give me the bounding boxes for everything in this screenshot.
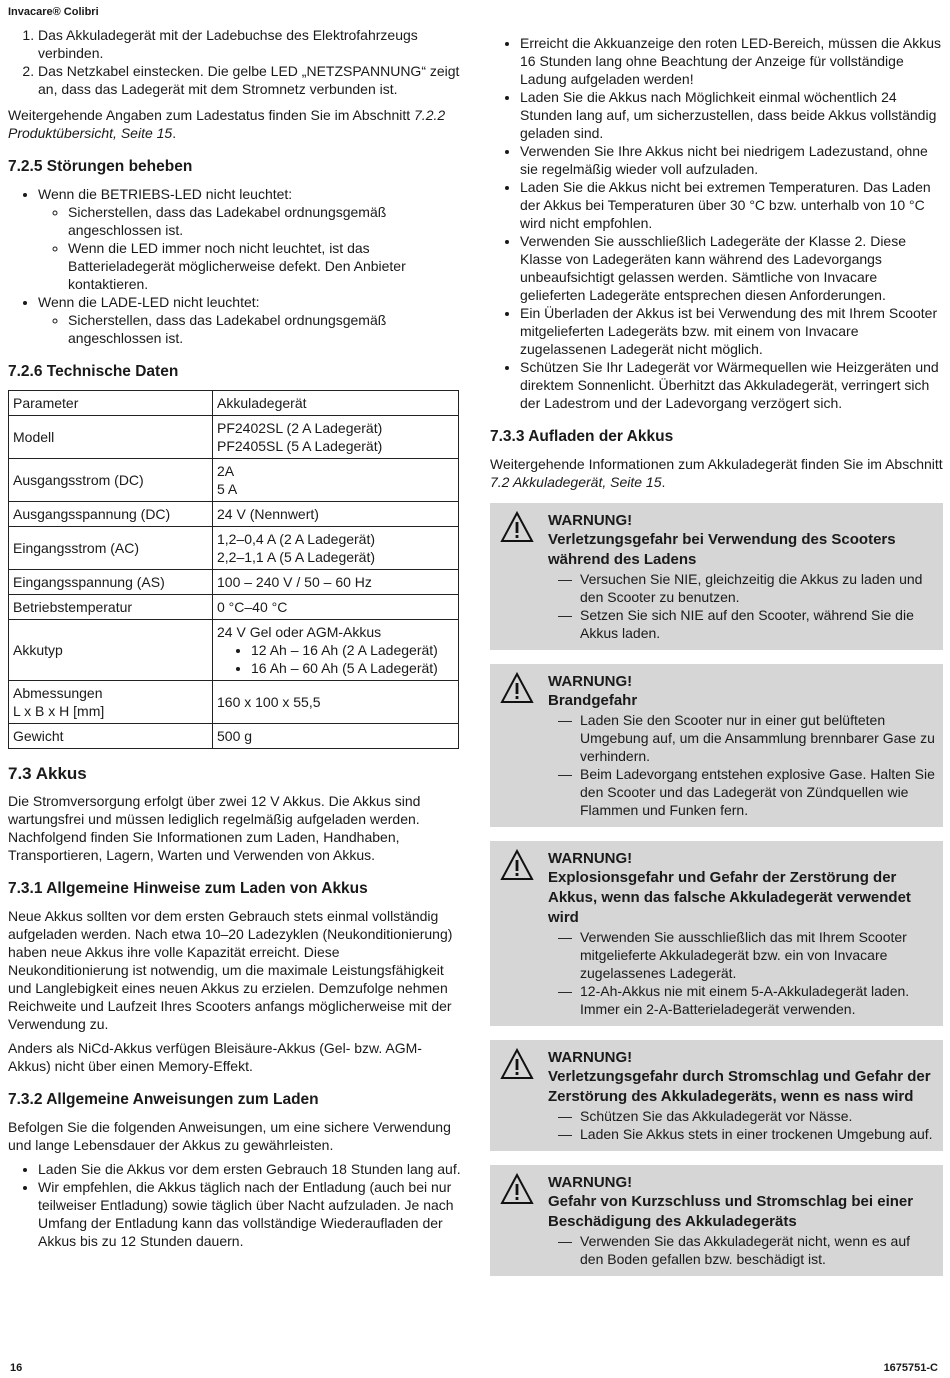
warning-point: — Laden Sie den Scooter nur in einer gut belüfteten Umgebung auf, um die Ansammlung brennbarer Gase zu verhindern.: [558, 711, 935, 765]
sub-list: [38, 203, 463, 293]
heading-7-3-3: 7.3.3 Aufladen der Akkus: [490, 428, 674, 445]
warning-point: — Verwenden Sie das Akkuladegerät nicht, wenn es auf den Boden gefallen bzw. beschädigt ist.: [558, 1232, 935, 1268]
reference-paragraph: Weitergehende Informationen zum Akkuladegerät finden Sie im Abschnitt 7.2 Akkuladegerät, Seite 15.: [490, 456, 943, 490]
page-number: 16: [10, 1362, 23, 1374]
charging-instructions-list-cont: [490, 34, 943, 412]
table-cell: 160 x 100 x 55,5: [213, 681, 459, 724]
warning-label: WARNUNG!: [548, 850, 633, 867]
battery-capacity-list: [217, 641, 454, 677]
table-cell: 1,2–0,4 A (2 A Ladegerät) 2,2–1,1 A (5 A Ladegerät): [213, 527, 459, 570]
list-item: • Laden Sie die Akkus nicht bei extremen Temperaturen. Das Laden der Akkus bei Temperaturen über 30 °C bzw. unterhalb von 10 °C wird nicht empfohlen.: [520, 178, 943, 232]
list-item: • Laden Sie die Akkus nach Möglichkeit einmal wöchentlich 24 Stunden lang auf, um sicherzustellen, dass beide Akkus vollständig geladen sind.: [520, 88, 943, 142]
technical-data-table: [8, 390, 459, 749]
warning-points: [548, 928, 935, 1018]
warning-point: — Laden Sie Akkus stets in einer trockenen Umgebung auf.: [558, 1125, 935, 1143]
table-row: [9, 391, 459, 416]
sub-list-item: ◦ Sicherstellen, dass das Ladekabel ordnungsgemäß angeschlossen ist.: [68, 203, 463, 239]
warning-points: [548, 570, 935, 642]
table-cell: Eingangsspannung (AS): [9, 570, 213, 595]
warning-label: WARNUNG!: [548, 673, 633, 690]
warning-points: [548, 711, 935, 819]
table-row: [9, 570, 459, 595]
warning-title: Explosionsgefahr und Gefahr der Zerstörung der Akkus, wenn das falsche Akkuladegerät verwendet wird: [548, 869, 911, 926]
table-row: [9, 681, 459, 724]
reference-text: Weitergehende Angaben zum Ladestatus finden Sie im Abschnitt: [8, 107, 415, 123]
warning-point: — Verwenden Sie ausschließlich das mit Ihrem Scooter mitgelieferte Akkuladegerät bzw. ein von Invacare zugelassenes Ladegerät.: [558, 928, 935, 982]
warning-box: [490, 1165, 943, 1276]
heading-7-2-6: 7.2.6 Technische Daten: [8, 363, 179, 380]
table-cell: Abmessungen L x B x H [mm]: [9, 681, 213, 724]
charging-instructions-list: [8, 1160, 463, 1250]
list-item: • Verwenden Sie ausschließlich Ladegeräte der Klasse 2. Diese Klasse von Ladegeräten kann während des Ladevorgangs unbeaufsichtigt gelassen werden. Sämtliche von Invacare gelieferten Ladegeräte entsprechen diesen Anforderungen.: [520, 232, 943, 304]
table-cell: 500 g: [213, 724, 459, 749]
warning-point: — 12-Ah-Akkus nie mit einem 5-A-Akkuladegerät laden. Immer ein 2-A-Batterieladegerät verwenden.: [558, 982, 935, 1018]
warning-title: Gefahr von Kurzschluss und Stromschlag bei einer Beschädigung des Akkuladegeräts: [548, 1193, 914, 1230]
list-item: • Ein Überladen der Akkus ist bei Verwendung des mit Ihrem Scooter mitgelieferten Ladegeräts bzw. mit einem von Invacare zugelassenen Ladegerät nicht möglich.: [520, 304, 943, 358]
sub-list-item: ◦ Wenn die LED immer noch nicht leuchtet, ist das Batterieladegerät möglicherweise defekt. Den Anbieter kontaktieren.: [68, 239, 463, 293]
heading-7-3: 7.3 Akkus: [8, 764, 87, 783]
paragraph: Befolgen Sie die folgenden Anweisungen, um eine sichere Verwendung und lange Lebensdauer der Akkus zu gewährleisten.: [8, 1119, 451, 1153]
warning-points: [548, 1107, 935, 1143]
table-cell: Akkuladegerät: [213, 391, 459, 416]
list-item: • 12 Ah – 16 Ah (2 A Ladegerät): [251, 641, 454, 659]
table-row: [9, 502, 459, 527]
table-cell: 24 V Gel oder AGM-Akkus • 12 Ah – 16 Ah (2 A Ladegerät) • 16 Ah – 60 Ah (5 A Ladegerät): [213, 620, 459, 681]
running-header: Invacare® Colibri: [8, 6, 99, 18]
warning-points: [548, 1232, 935, 1268]
sub-list-item: ◦ Sicherstellen, dass das Ladekabel ordnungsgemäß angeschlossen ist.: [68, 311, 463, 347]
table-cell: Modell: [9, 416, 213, 459]
troubleshooting-list: [8, 185, 463, 347]
table-cell: PF2402SL (2 A Ladegerät) PF2405SL (5 A Ladegerät): [213, 416, 459, 459]
warning-box: [490, 503, 943, 650]
table-cell: Parameter: [9, 391, 213, 416]
table-cell: 2A 5 A: [213, 459, 459, 502]
paragraph: Anders als NiCd-Akkus verfügen Bleisäure-Akkus (Gel- bzw. AGM-Akkus) nicht über einen Memory-Effekt.: [8, 1040, 422, 1074]
warning-title: Brandgefahr: [548, 692, 638, 709]
warning-title: Verletzungsgefahr bei Verwendung des Scooters während des Ladens: [548, 531, 896, 568]
warning-box: [490, 1040, 943, 1151]
document-id: 1675751-C: [883, 1362, 938, 1374]
table-cell: Akkutyp: [9, 620, 213, 681]
left-column: [8, 26, 463, 1256]
warning-box: [490, 841, 943, 1026]
sub-list: [38, 311, 463, 347]
warning-point: — Beim Ladevorgang entstehen explosive Gase. Halten Sie den Scooter und das Ladegerät von Zündquellen wie Flammen und Funken fern.: [558, 765, 935, 819]
right-column: [490, 34, 943, 1290]
table-cell: Ausgangsstrom (DC): [9, 459, 213, 502]
warning-label: WARNUNG!: [548, 1174, 633, 1191]
warning-triangle-icon: [500, 849, 534, 881]
table-cell: Betriebstemperatur: [9, 595, 213, 620]
warning-box: [490, 664, 943, 827]
table-row: [9, 724, 459, 749]
warning-point: — Setzen Sie sich NIE auf den Scooter, während Sie die Akkus laden.: [558, 606, 935, 642]
table-cell: 24 V (Nennwert): [213, 502, 459, 527]
list-item: • 16 Ah – 60 Ah (5 A Ladegerät): [251, 659, 454, 677]
table-row: [9, 459, 459, 502]
warning-point: — Schützen Sie das Akkuladegerät vor Nässe.: [558, 1107, 935, 1125]
paragraph: Die Stromversorgung erfolgt über zwei 12 V Akkus. Die Akkus sind wartungsfrei und müssen lediglich regelmäßig aufgeladen werden. Nachfolgend finden Sie Informationen zum Laden, Handhaben, Transportieren, Lagern, Warten und Verwenden von Akkus.: [8, 793, 421, 863]
reference-link[interactable]: 7.2.2 Produktübersicht, Seite 15: [8, 107, 446, 141]
list-item: • Erreicht die Akkuanzeige den roten LED-Bereich, müssen die Akkus 16 Stunden lang ohne Beachtung der Anzeige für vollständige Ladung aufgeladen werden!: [520, 34, 943, 88]
table-cell: Gewicht: [9, 724, 213, 749]
table-row: [9, 595, 459, 620]
heading-7-3-2: 7.3.2 Allgemeine Anweisungen zum Laden: [8, 1091, 319, 1108]
table-cell: Ausgangsspannung (DC): [9, 502, 213, 527]
warning-triangle-icon: [500, 672, 534, 704]
warning-point: — Versuchen Sie NIE, gleichzeitig die Akkus zu laden und den Scooter zu benutzen.: [558, 570, 935, 606]
table-row: [9, 416, 459, 459]
list-item: • Wenn die LADE-LED nicht leuchtet: ◦ Sicherstellen, dass das Ladekabel ordnungsgemäß angeschlossen ist.: [38, 293, 463, 347]
warning-title: Verletzungsgefahr durch Stromschlag und Gefahr der Zerstörung des Akkuladegeräts, wenn es nass wird: [548, 1068, 931, 1105]
table-cell: 100 – 240 V / 50 – 60 Hz: [213, 570, 459, 595]
warning-triangle-icon: [500, 511, 534, 543]
step-item: 2. Das Netzkabel einstecken. Die gelbe LED „NETZSPANNUNG“ zeigt an, dass das Ladegerät mit dem Stromnetz verbunden ist.: [38, 62, 463, 98]
list-item: • Verwenden Sie Ihre Akkus nicht bei niedrigem Ladezustand, ohne sie regelmäßig wieder voll aufzuladen.: [520, 142, 943, 178]
charging-steps: [8, 26, 463, 98]
paragraph: Neue Akkus sollten vor dem ersten Gebrauch stets einmal vollständig aufgeladen werden. Nach etwa 10–20 Ladezyklen (Neukonditionierung) haben neue Akkus ihre volle Kapazität erreicht. Diese Neukonditionierung ist notwendig, um die maximale Leistungsfähigkeit und Langlebigkeit eines neuen Akkus zu erzielen. Demzufolge nehmen Reichweite und Laufzeit Ihres Scooters anfangs möglicherweise mit der Verwendung zu.: [8, 908, 453, 1032]
reference-link[interactable]: 7.2 Akkuladegerät, Seite 15: [490, 474, 662, 490]
list-item: • Schützen Sie Ihr Ladegerät vor Wärmequellen wie Heizgeräten und direktem Sonnenlicht. Überhitzt das Akkuladegerät, verringert sich der Ladestrom und der Ladevorgang verzögert sich.: [520, 358, 943, 412]
warning-label: WARNUNG!: [548, 1049, 633, 1066]
warning-triangle-icon: [500, 1173, 534, 1205]
warning-label: WARNUNG!: [548, 512, 633, 529]
table-row: [9, 527, 459, 570]
list-item: • Wenn die BETRIEBS-LED nicht leuchtet: ◦ Sicherstellen, dass das Ladekabel ordnungsgemäß angeschlossen ist. ◦ Wenn die LED immer noch nicht leuchtet, ist das Batterieladegerät möglicherweise defekt. Den Anbieter kontaktieren.: [38, 185, 463, 293]
table-cell: Eingangsstrom (AC): [9, 527, 213, 570]
step-item: 1. Das Akkuladegerät mit der Ladebuchse des Elektrofahrzeugs verbinden.: [38, 26, 463, 62]
warning-triangle-icon: [500, 1048, 534, 1080]
list-item: • Laden Sie die Akkus vor dem ersten Gebrauch 18 Stunden lang auf.: [38, 1160, 463, 1178]
reference-paragraph: Weitergehende Angaben zum Ladestatus finden Sie im Abschnitt 7.2.2 Produktübersicht, Seite 15.: [8, 107, 446, 141]
heading-7-3-1: 7.3.1 Allgemeine Hinweise zum Laden von Akkus: [8, 880, 368, 897]
list-item: • Wir empfehlen, die Akkus täglich nach der Entladung (auch bei nur teilweiser Entladung) sowie täglich über Nacht aufzuladen. Je nach Umfang der Entladung kann das vollständige Wiederaufladen der Akkus bis zu 12 Stunden dauern.: [38, 1178, 463, 1250]
table-cell: 0 °C–40 °C: [213, 595, 459, 620]
heading-7-2-5: 7.2.5 Störungen beheben: [8, 158, 193, 175]
table-row: [9, 620, 459, 681]
